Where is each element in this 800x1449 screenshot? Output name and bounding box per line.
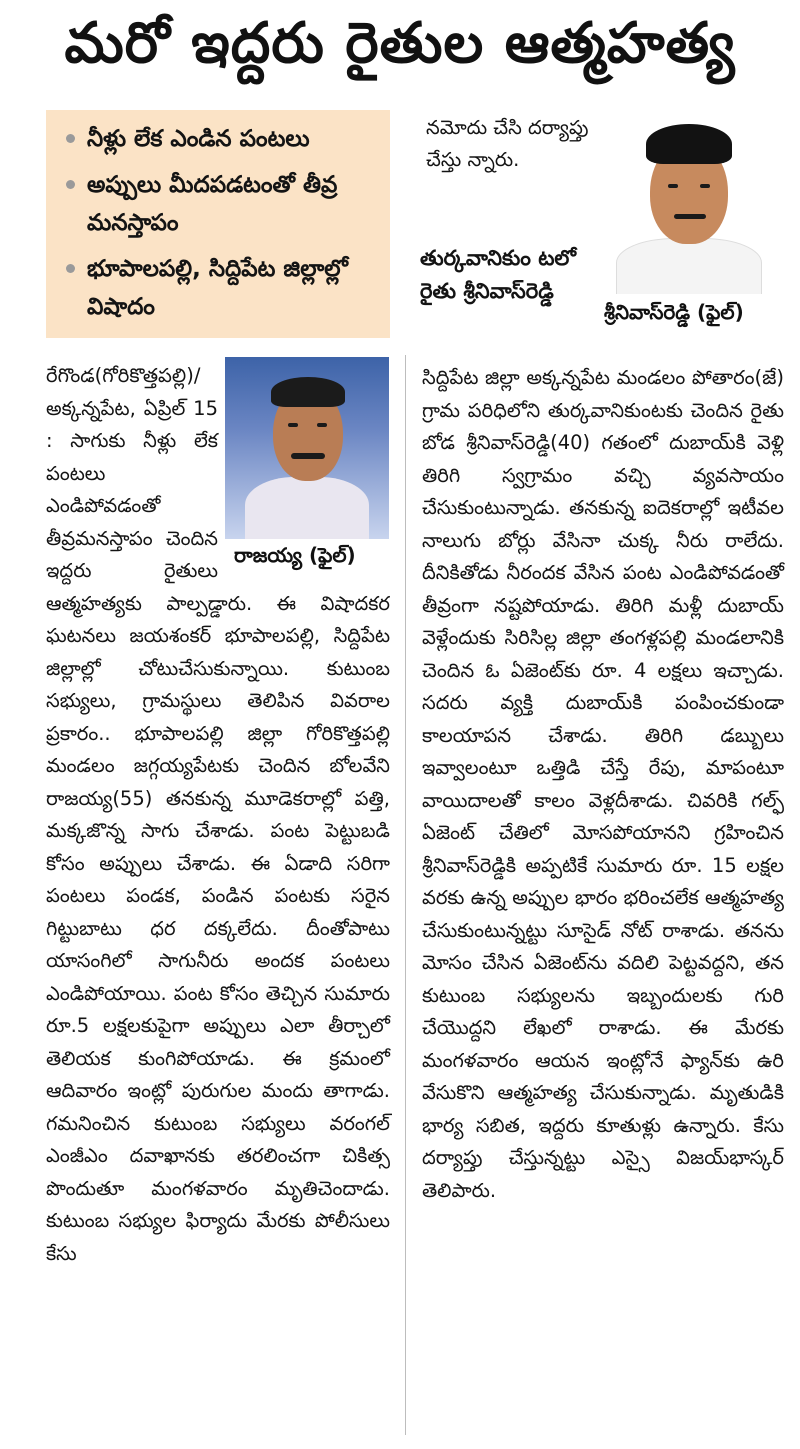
left-column-paragraph [46, 360, 390, 1270]
bullet-icon [66, 134, 75, 143]
headline: మరో ఇద్దరు రైతుల ఆత్మహత్య [64, 10, 736, 76]
shirt-shape [616, 238, 762, 294]
rajayya-caption: రాజయ్య (ఫైల్) [234, 543, 356, 567]
highlight-item [66, 120, 376, 158]
hair-shape [646, 124, 732, 164]
mustache-shape [674, 214, 706, 219]
highlight-item [66, 166, 376, 242]
highlight-text: భూపాలపల్లి, సిద్దిపేట జిల్లాల్లో విషాదం [87, 256, 348, 320]
highlight-item [66, 250, 376, 326]
bullet-icon [66, 264, 75, 273]
right-article-column [422, 362, 784, 1207]
continuation-text [426, 112, 604, 176]
srinivas-caption: శ్రీనివాస్‌రెడ్డి (ఫైల్) [604, 300, 744, 324]
right-column-text: సిద్దిపేట జిల్లా అక్కన్నపేట మండలం పోతారం(జే) గ్రామ పరిధిలోని తుర్కవానికుంటకు చెందిన రైతు బోడ శ్రీనివాస్‌రెడ్డి(40) గతంలో దుబాయ్‌కి వెళ్లి తిరిగి స్వగ్రామం వచ్చి వ్యవసాయం చేసుకుంటున్నాడు. తనకున్న ఐదెకరాల్లో ఇటీవల నాలుగు బోర్లు వేసినా చుక్క నీరు రాలేదు. దీనికితోడు నీరందక వేసిన పంట ఎండిపోవడంతో తీవ్రంగా నష్టపోయాడు. తిరిగి మళ్లీ దుబాయ్‌ వెళ్లేందుకు సిరిసిల్ల జిల్లా తంగళ్లపల్లి మండలానికి చెందిన ఓ ఏజెంట్‌కు రూ. 4 లక్షలు ఇచ్చాడు. సదరు వ్యక్తి దుబాయ్‌కి పంపించకుండా కాలయాపన చేశాడు. తిరిగి డబ్బులు ఇవ్వాలంటూ ఒత్తిడి చేస్తే రేపు, మాపంటూ వాయిదాలతో కాలం వెళ్లదీశాడు. చివరికి గల్ఫ్‌ ఏజెంట్‌ చేతిలో మోసపోయానని గ్రహించిన శ్రీనివాస్‌రెడ్డికి అప్పటికే సుమారు రూ. 15 లక్షల వరకు ఉన్న అప్పుల భారం భరించలేక ఆత్మహత్య చేసుకుంటున్నట్టు సూసైడ్‌ నోట్‌ రాశాడు. తనను మోసం చేసిన ఏజెంట్‌ను వదిలి పెట్టవద్దని, తన కుటుంబ సభ్యులను ఇబ్బందులకు గురి చేయొద్దని లేఖలో రాశాడు. ఈ మేరకు మంగళవారం ఆయన ఇంట్లోనే ఫ్యాన్‌కు ఉరి వేసుకొని ఆత్మహత్య చేసుకున్నాడు. మృతుడికి భార్య సబిత, ఇద్దరు కూతుళ్లు ఉన్నారు. కేసు దర్యాప్తు చేస్తున్నట్టు ఎస్సై విజయ్‌భాస్కర్‌ తెలిపారు. [422, 366, 784, 1202]
continuation-paragraph: నమోదు చేసి దర్యాప్తు చేస్తు న్నారు. [426, 116, 589, 171]
eye-shape [700, 184, 710, 188]
highlight-text: నీళ్లు లేక ఎండిన పంటలు [87, 126, 310, 152]
left-article-column [46, 360, 390, 1270]
photo-spacer [218, 360, 390, 580]
eye-shape [668, 184, 678, 188]
highlight-text: అప్పులు మీదపడటంతో తీవ్ర మనస్తాపం [87, 172, 338, 236]
subheading: తుర్కవానికుం టలో రైతు శ్రీనివాస్‌రెడ్డి [420, 246, 577, 303]
bullet-icon [66, 180, 75, 189]
highlights-box [46, 110, 390, 338]
srinivas-photo [606, 110, 770, 294]
left-column-text: రేగొండ(గోరికొత్తపల్లి)/అక్కన్నపేట, ఏప్రిల్‌ 15 : సాగుకు నీళ్లు లేక పంటలు ఎండిపోవడంతో తీవ్రమనస్తాపం చెందిన ఇద్దరు రైతులు ఆత్మహత్యకు పాల్పడ్డారు. ఈ విషాదకర ఘటనలు జయశంకర్‌ భూపాలపల్లి, సిద్దిపేట జిల్లాల్లో చోటుచేసుకున్నాయి. కుటుంబ సభ్యులు, గ్రామస్థులు తెలిపిన వివరాల ప్రకారం.. భూపాలపల్లి జిల్లా గోరికొత్తపల్లి మండలం జగ్గయ్యపేటకు చెందిన బోలవేని రాజయ్య(55) తనకున్న మూడెకరాల్లో పత్తి, మక్కజొన్న సాగు చేశాడు. పంట పెట్టుబడి కోసం అప్పులు చేశాడు. ఈ ఏడాది సరిగా పంటలు పండక, పండిన పంటకు సరైన గిట్టుబాటు ధర దక్కలేదు. దీంతోపాటు యాసంగిలో సాగునీరు అందక పంటలు ఎండిపోయాయి. పంట కోసం తెచ్చిన సుమారు రూ.5 లక్షలకుపైగా అప్పులు ఎలా తీర్చాలో తెలియక కుంగిపోయాడు. ఈ క్రమంలో ఆదివారం ఇంట్లో పురుగుల మందు తాగాడు. గమనించిన కుటుంబ సభ్యులు వరంగల్‌ ఎంజీఎం దవాఖానకు తరలించగా చికిత్స పొందుతూ మంగళవారం మృతిచెందాడు. కుటుంబ సభ్యుల ఫిర్యాదు మేరకు పోలీసులు కేసు [46, 364, 390, 1265]
column-divider [405, 355, 406, 1435]
